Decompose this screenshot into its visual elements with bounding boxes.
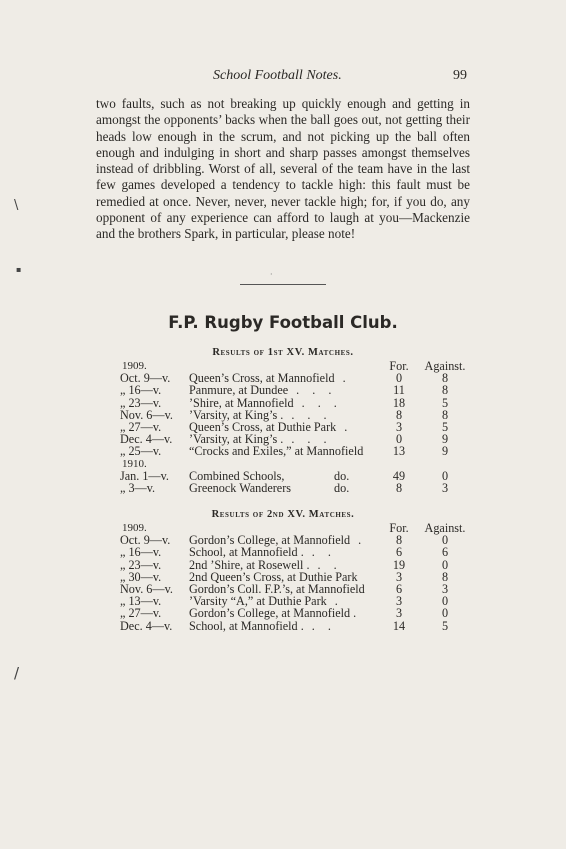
column-header-for: For.: [389, 521, 409, 535]
score-against: 0: [441, 594, 449, 609]
section-title-text: Results of 1st XV. Matches.: [212, 347, 354, 358]
score-for: 3: [395, 594, 403, 609]
score-for: 3: [395, 606, 403, 621]
season-year: 1910.: [122, 457, 147, 470]
opponent-name: School, at Mannofield .: [189, 545, 304, 560]
results-table-1st-xv: [0, 360, 566, 494]
leader-dots: . . .: [291, 432, 332, 447]
score-for: 3: [395, 419, 403, 434]
score-against: 5: [441, 395, 449, 410]
leader-dots: .: [334, 594, 343, 609]
margin-mark: ▪: [16, 265, 22, 274]
opponent-name: “Crocks and Exiles,” at Mannofield: [189, 444, 364, 459]
section-title-1st-xv: [0, 347, 566, 358]
section-divider: [240, 284, 326, 285]
leader-dots: .: [344, 419, 353, 434]
score-for: 49: [392, 468, 406, 483]
leader-dots: . .: [311, 618, 336, 633]
match-date: Dec. 4—v.: [120, 432, 173, 447]
score-against: 9: [441, 444, 449, 459]
season-year: 1909.: [122, 522, 147, 534]
match-row: [0, 482, 566, 494]
opponent-name: ’Varsity, at King’s .: [189, 407, 284, 422]
match-date: Oct. 9—v.: [120, 371, 171, 386]
margin-mark: /: [14, 664, 20, 682]
running-title: School Football Notes.: [213, 68, 342, 83]
match-date: „ 25—v.: [120, 444, 162, 459]
opponent-name: Queen’s Cross, at Mannofield: [189, 371, 335, 386]
score-for: 11: [393, 383, 405, 398]
score-against: 0: [441, 533, 449, 548]
leader-dots: . .: [317, 557, 342, 572]
match-date: Jan. 1—v.: [120, 468, 169, 483]
match-date: Oct. 9—v.: [120, 533, 171, 548]
body-paragraph: two faults, such as not breaking up quickly enough and getting in amongst the opponents’ backs when the ball goes out, not getting their heads low enough in the scrum, and not picking up the ball often enough and indulging in short and sharp passes amongst themselves instead of dribbling. Worst of all, several of the team have in the last few games developed a tendency to tackle high: this fault must be remedied at once. Never, never, never tackle high; for, if you do, any opponent of any experience can afford to laugh at you—Mackenzie and the brothers Spark, in particular, please note!: [96, 96, 470, 242]
opponent-name: Panmure, at Dundee: [189, 383, 289, 398]
leader-dots: . . .: [296, 383, 337, 398]
opponent-name: School, at Mannofield .: [189, 618, 304, 633]
match-date: „ 30—v.: [120, 569, 162, 584]
opponent-name: ’Varsity “A,” at Duthie Park: [189, 594, 327, 609]
opponent-name: ’Shire, at Mannofield: [189, 395, 294, 410]
opponent: [189, 445, 363, 457]
match-date: „ 16—v.: [120, 383, 162, 398]
score-against: 8: [441, 371, 449, 386]
match-date: „ 27—v.: [120, 606, 162, 621]
opponent-name: ’Varsity, at King’s .: [189, 432, 284, 447]
section-title-2nd-xv: [0, 509, 566, 520]
leader-dots: .: [342, 371, 351, 386]
score-for: 0: [395, 371, 403, 386]
page-number: 99: [453, 68, 467, 83]
column-header-against: Against.: [424, 521, 466, 535]
score-for: 0: [395, 432, 403, 447]
opponent-name: Greenock Wanderers: [189, 480, 291, 495]
score-against: 8: [441, 383, 449, 398]
score-for: 8: [395, 480, 403, 495]
score-against: 0: [441, 557, 449, 572]
opponent-name: Combined Schools,: [189, 468, 285, 483]
score-for: 6: [395, 545, 403, 560]
opponent: [189, 480, 350, 495]
score-for: 13: [392, 444, 406, 459]
score-against: 6: [441, 545, 449, 560]
score-for: 18: [392, 395, 406, 410]
opponent-name: 2nd Queen’s Cross, at Duthie Park: [189, 569, 358, 584]
opponent-name: Queen’s Cross, at Duthie Park: [189, 419, 337, 434]
match-date: „ 16—v.: [120, 545, 162, 560]
running-head: [0, 68, 566, 86]
column-header-for: For.: [389, 359, 409, 373]
score-against: 8: [441, 407, 449, 422]
match-date: „ 23—v.: [120, 395, 162, 410]
opponent-name: 2nd ’Shire, at Rosewell .: [189, 557, 310, 572]
column-header-against: Against.: [424, 359, 466, 373]
score-against: 5: [441, 618, 449, 633]
divider-dot: ·: [270, 270, 273, 279]
leader-dots: .: [358, 533, 367, 548]
match-date: „ 13—v.: [120, 594, 162, 609]
opponent-name: Gordon’s College, at Mannofield: [189, 533, 351, 548]
score-for: 8: [395, 407, 403, 422]
score-for: 6: [395, 581, 403, 596]
leader-dots: . . .: [291, 407, 332, 422]
score-against: 0: [441, 606, 449, 621]
score-for: 3: [395, 569, 403, 584]
margin-mark: \: [14, 198, 19, 213]
match-date: „ 27—v.: [120, 419, 162, 434]
score-against: 0: [441, 468, 449, 483]
match-row: [0, 445, 566, 457]
results-table-2nd-xv: [0, 522, 566, 632]
ditto: do.: [334, 468, 350, 483]
section-title-text: Results of 2nd XV. Matches.: [211, 509, 355, 520]
match-date: Nov. 6—v.: [120, 407, 173, 422]
match-row: [0, 620, 566, 632]
match-date: Nov. 6—v.: [120, 581, 173, 596]
opponent-name: Gordon’s Coll. F.P.’s, at Mannofield: [189, 581, 365, 596]
opponent-name: Gordon’s College, at Mannofield .: [189, 606, 357, 621]
score-for: 8: [395, 533, 403, 548]
ditto: do.: [334, 480, 350, 495]
club-title: F.P. Rugby Football Club.: [168, 313, 398, 332]
score-against: 3: [441, 581, 449, 596]
season-year: 1909.: [122, 360, 147, 372]
leader-dots: . . .: [301, 395, 342, 410]
leader-dots: . .: [311, 545, 336, 560]
opponent: [189, 620, 336, 632]
match-date: „ 3—v.: [120, 480, 156, 495]
score-against: 9: [441, 432, 449, 447]
match-date: Dec. 4—v.: [120, 618, 173, 633]
score-against: 5: [441, 419, 449, 434]
score-for: 14: [392, 618, 406, 633]
score-against: 8: [441, 569, 449, 584]
match-date: „ 23—v.: [120, 557, 162, 572]
score-against: 3: [441, 480, 449, 495]
score-for: 19: [392, 557, 406, 572]
